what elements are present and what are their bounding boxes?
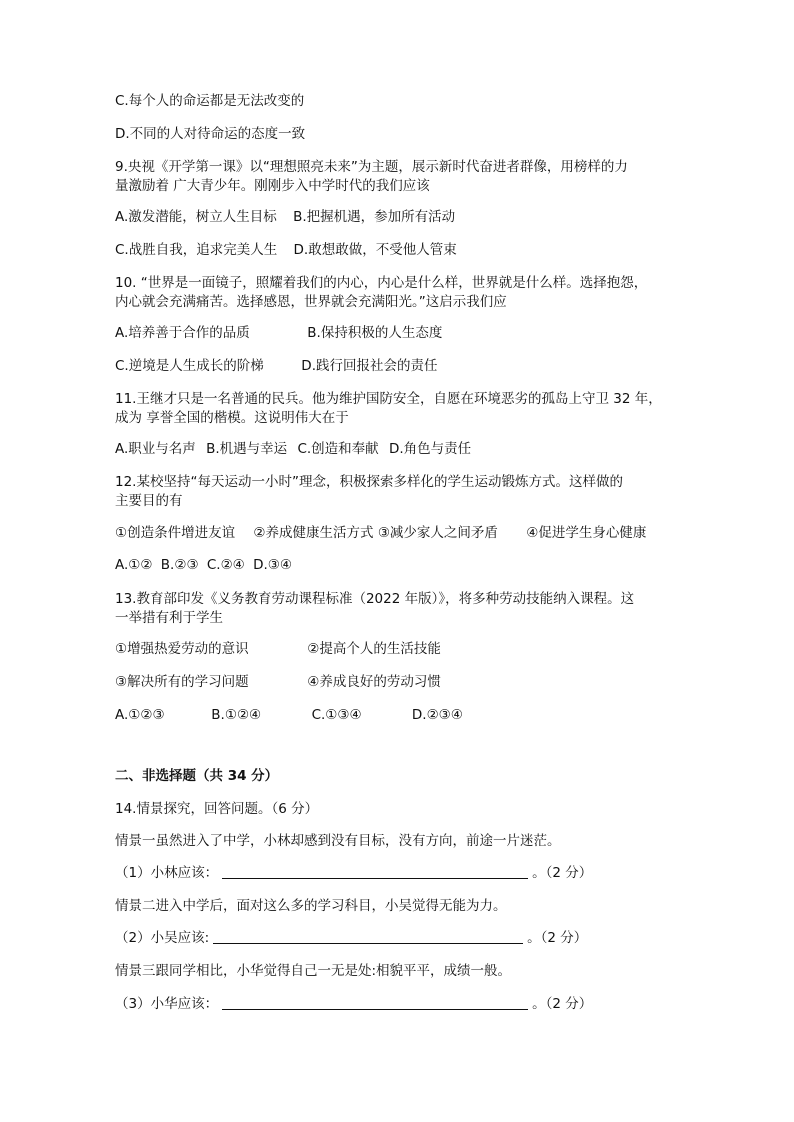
q11-options-row xyxy=(115,439,695,459)
q12-option-a: A.①② xyxy=(115,557,153,573)
section-2-title: 二、非选择题（共 34 分） xyxy=(115,768,279,784)
q14-scenario-3: 情景三跟同学相比，小华觉得自己一无是处:相貌平平，成绩一般。 xyxy=(115,963,512,979)
q11-option-b: B.机遇与幸运 xyxy=(206,441,288,457)
q13-stem-line1: 13.教育部印发《义务教育劳动课程标准（2022 年版）》，将多种劳动技能纳入课程。这 xyxy=(115,591,635,607)
q10-stem-line2: 内心就会充满痛苦。选择感恩，世界就会充满阳光。”这启示我们应 xyxy=(115,294,507,310)
q11-option-c: C.创造和奉献 xyxy=(297,441,379,457)
q10-option-c: C.逆境是人生成长的阶梯 xyxy=(115,358,264,374)
q14-stem: 14.情景探究，回答问题。（6 分） xyxy=(115,801,319,817)
q14-answer-2-row xyxy=(115,928,695,948)
q14-answer-1-label: （1）小林应该： xyxy=(115,865,219,881)
q13-statement-1: ①增强热爱劳动的意识 xyxy=(115,641,249,657)
q12-statements xyxy=(115,523,695,543)
q14-answer-3-label: （3）小华应该： xyxy=(115,996,219,1012)
q9-option-d: D.敢想敢做，不受他人管束 xyxy=(293,242,457,258)
q10-option-d: D.践行回报社会的责任 xyxy=(301,358,438,374)
q14-answer-1-score: 。（2 分） xyxy=(532,865,593,881)
q14-answer-1-row xyxy=(115,863,695,883)
q13-statements-row1 xyxy=(115,639,695,659)
q12-option-c: C.②④ xyxy=(206,557,245,573)
q10-option-b: B.保持积极的人生态度 xyxy=(307,325,443,341)
q14-answer-3-blank[interactable] xyxy=(222,995,528,1010)
q8-option-c: C.每个人的命运都是无法改变的 xyxy=(115,93,305,109)
q13-statements-row2 xyxy=(115,672,695,692)
q12-statement-3: ③减少家人之间矛盾 xyxy=(377,525,498,541)
q9-options-row2 xyxy=(115,240,695,260)
q11-stem-line2: 成为 享誉全国的楷模。这说明伟大在于 xyxy=(115,410,349,426)
q10-option-a: A.培养善于合作的品质 xyxy=(115,325,250,341)
q10-stem-line1: 10. “世界是一面镜子，照耀着我们的内心，内心是什么样，世界就是什么样。选择抱怨， xyxy=(115,275,648,291)
q14-answer-2-blank[interactable] xyxy=(213,929,523,944)
q13-option-c: C.①③④ xyxy=(311,707,362,723)
q13-option-a: A.①②③ xyxy=(115,707,165,723)
q14-scenario-1: 情景一虽然进入了中学，小林却感到没有目标，没有方向，前途一片迷茫。 xyxy=(115,833,561,849)
q9-option-b: B.把握机遇，参加所有活动 xyxy=(293,209,456,225)
q13-statement-2: ②提高个人的生活技能 xyxy=(307,641,441,657)
q14-scenario-2: 情景二进入中学后，面对这么多的学习科目，小吴觉得无能为力。 xyxy=(115,898,507,914)
q14-answer-1-blank[interactable] xyxy=(222,864,528,879)
q13-option-d: D.②③④ xyxy=(411,707,463,723)
q9-option-c: C.战胜自我，追求完美人生 xyxy=(115,242,278,258)
q14-answer-2-score: 。（2 分） xyxy=(527,930,588,946)
q14-answer-3-row xyxy=(115,994,695,1014)
q9-options-row1 xyxy=(115,207,695,227)
q12-option-d: D.③④ xyxy=(253,557,292,573)
q12-statement-4: ④促进学生身心健康 xyxy=(526,525,647,541)
q13-options-row xyxy=(115,705,695,725)
q12-stem-line2: 主要目的有 xyxy=(115,493,183,509)
q10-options-row2 xyxy=(115,356,695,376)
q11-stem-line1: 11.王继才只是一名普通的民兵。他为维护国防安全，自愿在环境恶劣的孤岛上守卫 32 年， xyxy=(115,391,662,407)
q13-stem-line2: 一举措有利于学生 xyxy=(115,610,223,626)
q8-option-d: D.不同的人对待命运的态度一致 xyxy=(115,126,306,142)
q12-statement-1: ①创造条件增进友谊 xyxy=(115,525,236,541)
q11-option-a: A.职业与名声 xyxy=(115,441,196,457)
q9-stem-line1: 9.央视《开学第一课》以“理想照亮未来”为主题，展示新时代奋进者群像，用榜样的力 xyxy=(115,159,628,175)
q9-stem-line2: 量激励着 广大青少年。刚刚步入中学时代的我们应该 xyxy=(115,178,430,194)
q10-options-row1 xyxy=(115,323,695,343)
q12-statement-2: ②养成健康生活方式 xyxy=(253,525,374,541)
q13-statement-3: ③解决所有的学习问题 xyxy=(115,674,249,690)
q12-option-b: B.②③ xyxy=(160,557,199,573)
q12-stem-line1: 12.某校坚持“每天运动一小时”理念，积极探索多样化的学生运动锻炼方式。这样做的 xyxy=(115,474,623,490)
q14-answer-3-score: 。（2 分） xyxy=(532,996,593,1012)
q9-option-a: A.激发潜能，树立人生目标 xyxy=(115,209,277,225)
q14-answer-2-label: （2）小吴应该: xyxy=(115,930,210,946)
q13-statement-4: ④养成良好的劳动习惯 xyxy=(307,674,441,690)
q13-option-b: B.①②④ xyxy=(211,707,262,723)
q11-option-d: D.角色与责任 xyxy=(388,441,472,457)
q12-options-row xyxy=(115,555,695,575)
